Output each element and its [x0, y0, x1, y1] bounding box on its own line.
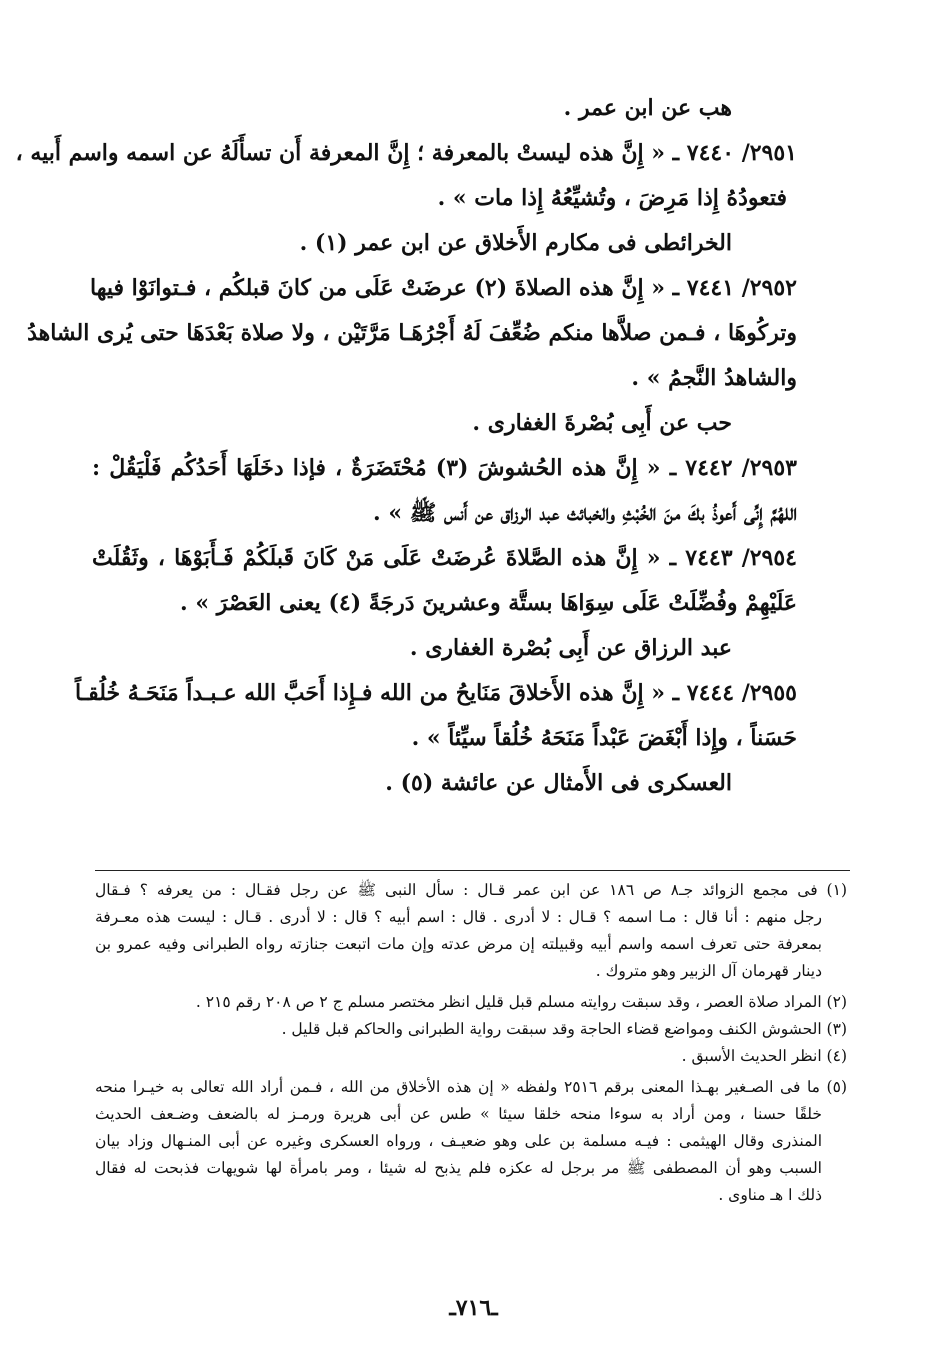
footnote-5-line: السبب وهو أن المصطفى ﷺ مر برجل له عكزه فلم يذبح له شيئا ، ومر بامرأة لها شويهات فذبحت له فقال — [95, 1159, 822, 1177]
footnote-5-line: (٥) ما فى الصـغير بهـذا المعنى برقم ٢٥١٦ ولفظه « إن هذه الأخلاق من الله ، فـمن أراد الله تعالى به خيـرا منحه — [95, 1078, 847, 1096]
footnote-1-line: بمعرفة حتى تعرف اسمه واسم أبيه وقبيلته إن مرض عدته وإن مات اتبعت جنازته رواه الطبرانى وفيه عمرو بن — [95, 935, 822, 953]
footnote-1-line: دينار قهرمان آل الزبير وهو متروك . — [595, 962, 822, 980]
hadith-2952-line: ٢٩٥٢/ ٧٤٤١ ـ « إِنَّ هذه الصلاةَ (٢) عرضَتْ عَلَى من كانَ قبلكُم ، فـتوانَوْا فيها — [90, 275, 797, 301]
hadith-source-line: هب عن ابن عمر . — [563, 95, 732, 121]
footnote-5-line: ذلك ا هـ مناوى . — [718, 1186, 822, 1204]
page-number: ـ٧١٦ـ — [449, 1295, 498, 1321]
hadith-source-line: حب عن أَبِى بُصْرةَ الغفارى . — [472, 410, 732, 436]
hadith-2955-line: حَسَناً ، وإِذا أَبْغَضَ عَبْداً مَنَحَهُ خُلُقاً سيِّئاً » . — [411, 725, 797, 751]
footnote-2-line: (٢) المراد صلاة العصر ، وقد سبقت روايته مسلم قبل قليل انظر مختصر مسلم ج ٢ ص ٢٠٨ رقم ٢١٥ . — [195, 993, 847, 1011]
hadith-2955-line: ٢٩٥٥/ ٧٤٤٤ ـ « إِنَّ هذه الأَخلاقَ مَنَايحُ من الله فـإِذا أَحَبَّ الله عـبـداً مَنَحَـهُ خُلُقـاً — [74, 680, 797, 706]
hadith-text-block — [15, 86, 797, 806]
footnote-1-line: (١) فى مجمع الزوائد جـ٨ ص ١٨٦ عن ابن عمر قـال : سأل النبى ﷺ عن رجل فقـال : من يعرفه ؟ فـقال — [95, 881, 847, 899]
hadith-2954-line: ٢٩٥٤/ ٧٤٤٣ ـ « إِنَّ هذه الصَّلاةَ عُرضَتْ عَلَى مَنْ كَانَ قَبلَكُمْ فَـأَبَوْهَا ، وثَقُلَتْ — [92, 545, 797, 571]
footnote-1-line: رجل منهم : أنا قال : مـا اسمه ؟ قـال : لا أدرى . قال : اسم أبيه ؟ قال : لا أدرى . قـال : ليست هذه معـرفة — [95, 908, 822, 926]
hadith-2953-line: اللهُمَّ إِنِّى أَعوذُ بكَ منَ الخُبْثِ والخبائث عبد الرزاق عن أَنس ﷺ » . — [373, 500, 797, 526]
hadith-2953-line: ٢٩٥٣/ ٧٤٤٢ ـ « إِنَّ هذه الحُشوشَ (٣) مُحْتَضَرَةٌ ، فإذا دخَلَهَا أَحَدُكُم فَلْيَقُلْ : — [92, 455, 797, 481]
footnote-divider — [95, 870, 850, 871]
footnote-5-line: المنذرى وقال الهيثمى : فيـه مسلمة بن على وهو ضعيـف ، ورواه العسكرى وغيره عن أبى المنـهال وزاد بيان — [95, 1132, 822, 1150]
footnote-4-line: (٤) انظر الحديث الأسبق . — [681, 1047, 847, 1065]
hadith-source-line: العسكرى فى الأَمثال عن عائشة (٥) . — [385, 770, 732, 796]
footnote-5-line: خلقًا حسنا ، ومن أراد به سوءا منحه خلقا سيئا » طس عن أبى هريرة ورمـز له بالضعف وضـعف الحديث — [95, 1105, 822, 1123]
footnotes-block — [95, 877, 847, 1209]
hadith-2952-line: وتركُوهَا ، فـمن صلاَّها منكم ضُعِّفَ لَهُ أَجْرُهَـا مَرَّتَيْن ، ولا صلاة بَعْدَهَا حتى يُرى الشاهدُ — [27, 320, 797, 346]
footnote-3-line: (٣) الحشوش الكنف ومواضع قضاء الحاجة وقد سبقت رواية الطبرانى والحاكم قبل قليل . — [281, 1020, 847, 1038]
hadith-2951-line: فتعودُهُ إِذا مَرِضَ ، وتُشيِّعُهُ إِذا مات » . — [437, 185, 787, 211]
hadith-2951-line: ٢٩٥١/ ٧٤٤٠ ـ « إِنَّ هذه ليستْ بالمعرفة ؛ إِنَّ المعرفة أَن تسأَلَهُ عن اسمه واسم أَبيه ، — [15, 140, 797, 166]
hadith-source-line: عبد الرزاق عن أَبِى بُصْرة الغفارى . — [409, 635, 732, 661]
hadith-2952-line: والشاهدُ النَّجمُ » . — [631, 365, 797, 391]
hadith-2954-line: عَلَيْهِمْ وفُضِّلَتْ عَلَى سِوَاهَا بستَّة وعشرينَ دَرجَةً (٤) يعنى العَصْرَ » . — [180, 590, 797, 616]
hadith-source-line: الخرائطى فى مكارم الأَخلاق عن ابن عمر (١) . — [299, 230, 732, 256]
